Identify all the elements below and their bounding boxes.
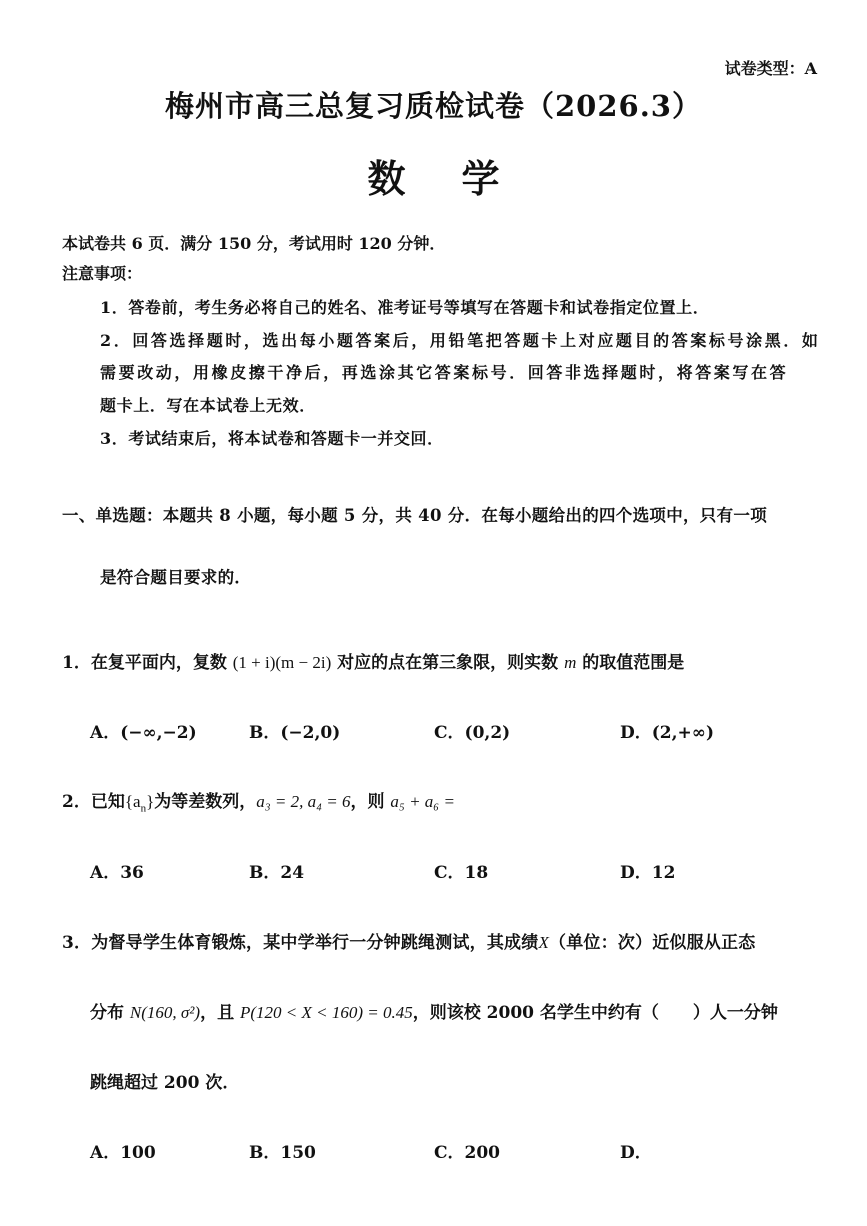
question-1-variable: m xyxy=(564,653,577,672)
question-1 xyxy=(62,648,684,673)
question-1-option-b: B．(−2,0) xyxy=(249,723,341,743)
question-1-expression: (1 + i)(m − 2i) xyxy=(232,653,332,672)
note-item-2-cont2: 题卡上．写在本试卷上无效． xyxy=(100,396,316,415)
question-2-sequence-close: } xyxy=(146,792,155,811)
question-3-line-1 xyxy=(62,928,755,953)
question-1-suffix: 的取值范围是 xyxy=(576,653,685,673)
question-1-middle: 对应的点在第三象限，则实数 xyxy=(331,653,565,673)
question-2-option-c: C．18 xyxy=(434,863,489,883)
section-heading-cont: 是符合题目要求的． xyxy=(100,568,252,587)
question-3-line-2 xyxy=(90,998,778,1023)
note-item-1: 1．答卷前，考生务必将自己的姓名、准考证号等填写在答题卡和试卷指定位置上． xyxy=(100,298,710,317)
question-1-option-c: C．(0,2) xyxy=(434,723,511,743)
question-2-mid: 为等差数列， xyxy=(154,792,257,812)
question-2-ask: a₅ + a₆ = xyxy=(390,792,455,811)
question-3-text-a: 3．为督导学生体育锻炼，某中学举行一分钟跳绳测试，其成绩 xyxy=(62,933,539,953)
question-2-sequence xyxy=(124,792,155,815)
question-3-line-3: 跳绳超过 200 次． xyxy=(90,1073,240,1093)
question-3-option-c: C．200 xyxy=(434,1143,501,1163)
question-2-option-d: D．12 xyxy=(620,863,676,883)
question-3-variable-x: X xyxy=(538,933,550,952)
question-2-prefix: 2．已知 xyxy=(62,792,125,812)
note-item-2-cont: 需要改动，用橡皮擦干净后，再选涂其它答案标号．回答非选择题时，将答案写在答 xyxy=(100,363,789,382)
question-3-text-b: （单位：次）近似服从正态 xyxy=(549,933,756,953)
question-3-option-b: B．150 xyxy=(249,1143,316,1163)
question-2-option-b: B．24 xyxy=(249,863,305,883)
question-1-option-a: A．(−∞,−2) xyxy=(90,723,197,743)
subject-title: 数学 xyxy=(367,156,556,201)
notes-heading: 注意事项： xyxy=(62,264,143,283)
question-3-probability: P(120 < X < 160) = 0.45 xyxy=(240,1003,413,1022)
question-2 xyxy=(62,787,455,814)
question-2-then: ，则 xyxy=(350,792,391,812)
question-1-prefix: 1．在复平面内，复数 xyxy=(62,653,233,673)
question-3-distribution: N(160, σ²) xyxy=(129,1003,201,1022)
question-3-option-a: A．100 xyxy=(90,1143,156,1163)
question-2-sequence-subscript: n xyxy=(140,802,147,815)
note-item-3: 3．考试结束后，将本试卷和答题卡一并交回． xyxy=(100,429,444,448)
exam-summary: 本试卷共 6 页．满分 150 分，考试用时 120 分钟． xyxy=(62,234,446,253)
question-1-option-d: D．(2,+∞) xyxy=(620,723,714,743)
question-2-sequence-open: {a xyxy=(124,792,141,811)
question-2-condition: a₃ = 2, a₄ = 6 xyxy=(256,792,351,811)
section-heading: 一、单选题：本题共 8 小题，每小题 5 分，共 40 分．在每小题给出的四个选项中，只有一项 xyxy=(62,506,767,525)
paper-type-label: 试卷类型：A xyxy=(724,59,817,78)
note-item-2: 2．回答选择题时，选出每小题答案后，用铅笔把答题卡上对应题目的答案标号涂黑．如 xyxy=(100,331,821,350)
question-2-option-a: A．36 xyxy=(90,863,144,883)
exam-title: 梅州市高三总复习质检试卷（2026.3） xyxy=(165,89,702,123)
question-3-text-c: 分布 xyxy=(90,1003,130,1023)
question-3-option-d: D． xyxy=(620,1143,652,1163)
question-3-text-d: ，且 xyxy=(200,1003,240,1023)
question-3-text-e: ，则该校 2000 名学生中约有（ ）人一分钟 xyxy=(412,1003,778,1023)
